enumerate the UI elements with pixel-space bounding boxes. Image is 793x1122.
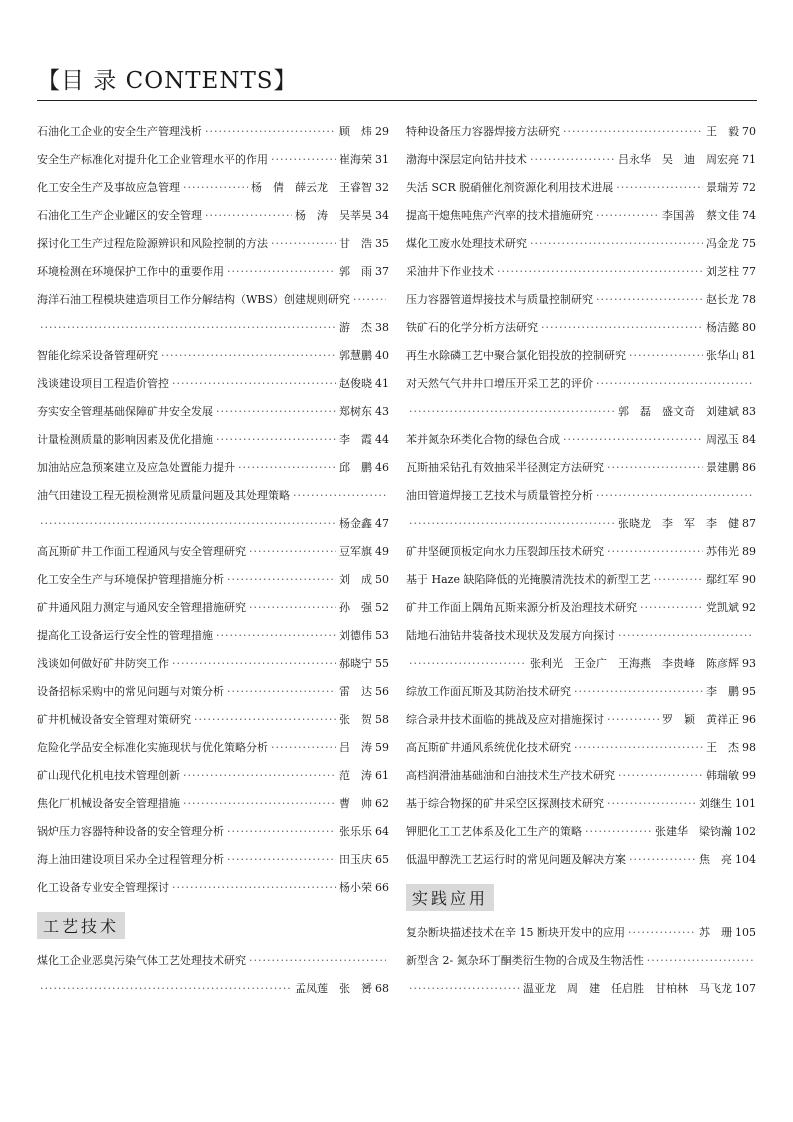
entry-title: 安全生产标准化对提升化工企业管理水平的作用 <box>37 153 268 166</box>
toc-entry[interactable] <box>37 258 389 286</box>
toc-entry[interactable] <box>406 706 756 734</box>
toc-entry[interactable] <box>37 622 389 650</box>
entry-author: 崔海荣 <box>339 153 372 166</box>
entry-page-number: 93 <box>742 657 756 670</box>
dot-leader <box>172 650 336 678</box>
entry-author: 游 杰 <box>339 321 372 334</box>
dot-leader <box>653 566 703 594</box>
entry-title: 探讨化工生产过程危险源辨识和风险控制的方法 <box>37 237 268 250</box>
entry-title: 浅谈如何做好矿井防突工作 <box>37 657 169 670</box>
toc-entry[interactable] <box>37 678 389 706</box>
entry-author: 景瑞芳 <box>706 181 739 194</box>
entry-author: 张利光 王金广 王海燕 李贵峰 陈彦辉 <box>530 657 739 670</box>
entry-title: 煤化工企业恶臭污染气体工艺处理技术研究 <box>37 954 246 967</box>
page-title: 【目 录 CONTENTS】 <box>37 68 298 94</box>
dot-leader <box>227 566 336 594</box>
entry-author: 田玉庆 <box>339 853 372 866</box>
dot-leader <box>216 622 336 650</box>
entry-page-number: 46 <box>375 461 389 474</box>
dot-leader <box>585 818 652 846</box>
entry-title: 浅谈建设项目工程造价管控 <box>37 377 169 390</box>
entry-page-number: 41 <box>375 377 389 390</box>
toc-right-column <box>406 118 756 1003</box>
toc-entry[interactable] <box>406 174 756 202</box>
toc-entry[interactable] <box>37 230 389 258</box>
entry-title: 海上油田建设项目采办全过程管理分析 <box>37 853 224 866</box>
toc-entry[interactable] <box>406 426 756 454</box>
dot-leader <box>216 426 336 454</box>
entry-title: 综放工作面瓦斯及其防治技术研究 <box>406 685 571 698</box>
entry-page-number: 75 <box>742 237 756 250</box>
dot-leader <box>216 398 336 426</box>
section-heading-row <box>37 902 389 947</box>
dot-leader <box>271 146 336 174</box>
entry-author: 赵长龙 <box>706 293 739 306</box>
dot-leader <box>172 370 336 398</box>
entry-page-number: 40 <box>375 349 389 362</box>
entry-page-number: 50 <box>375 573 389 586</box>
entry-page-number: 87 <box>742 517 756 530</box>
entry-page-number: 53 <box>375 629 389 642</box>
entry-page-number: 66 <box>375 881 389 894</box>
entry-author: 焦 亮 <box>699 853 732 866</box>
entry-author: 孟凤莲 张 赟 <box>295 982 372 995</box>
entry-title: 失活 SCR 脱硝催化剂资源化利用技术进展 <box>406 181 614 194</box>
entry-title: 海洋石油工程模块建造项目工作分解结构（WBS）创建规则研究 <box>37 293 350 306</box>
dot-leader <box>40 975 292 1003</box>
toc-entry[interactable] <box>37 454 389 482</box>
toc-entry[interactable] <box>37 818 389 846</box>
entry-author: 王 杰 <box>706 741 739 754</box>
dot-leader <box>574 734 703 762</box>
entry-author: 李国善 蔡文佳 <box>662 209 739 222</box>
entry-title: 新型含 2- 氮杂环丁酮类衍生物的合成及生物活性 <box>406 954 644 967</box>
entry-page-number: 77 <box>742 265 756 278</box>
entry-title: 特种设备压力容器焊接方法研究 <box>406 125 560 138</box>
dot-leader <box>574 678 703 706</box>
dot-leader <box>409 650 527 678</box>
toc-left-column <box>37 118 389 1003</box>
entry-title: 矿井机械设备安全管理对策研究 <box>37 713 191 726</box>
dot-leader <box>40 510 336 538</box>
entry-author: 吕永华 吴 迪 周宏亮 <box>618 153 739 166</box>
dot-leader <box>563 426 703 454</box>
entry-author: 郭慧鹏 <box>339 349 372 362</box>
toc-header <box>37 62 757 95</box>
entry-page-number: 34 <box>375 209 389 222</box>
entry-title: 矿井通风阻力测定与通风安全管理措施研究 <box>37 601 246 614</box>
entry-author: 邱 鹏 <box>339 461 372 474</box>
entry-title: 焦化厂机械设备安全管理措施 <box>37 797 180 810</box>
entry-page-number: 49 <box>375 545 389 558</box>
entry-page-number: 105 <box>735 926 756 939</box>
entry-title: 化工安全生产及事故应急管理 <box>37 181 180 194</box>
entry-author: 豆军旗 <box>339 545 372 558</box>
entry-author: 党凯斌 <box>706 601 739 614</box>
entry-author: 李 霞 <box>339 433 372 446</box>
dot-leader <box>183 790 336 818</box>
entry-page-number: 92 <box>742 601 756 614</box>
toc-entry[interactable] <box>37 286 389 342</box>
entry-author: 鄢红军 <box>706 573 739 586</box>
entry-author: 王 毅 <box>706 125 739 138</box>
entry-page-number: 90 <box>742 573 756 586</box>
entry-author: 李 鹏 <box>706 685 739 698</box>
entry-page-number: 102 <box>735 825 756 838</box>
dot-leader <box>607 538 703 566</box>
toc-entry[interactable] <box>406 678 756 706</box>
dot-leader <box>647 947 753 975</box>
toc-entry[interactable] <box>37 342 389 370</box>
entry-author: 刘德伟 <box>339 629 372 642</box>
dot-leader <box>293 482 386 510</box>
entry-page-number: 107 <box>735 982 756 995</box>
entry-page-number: 47 <box>375 517 389 530</box>
entry-page-number: 99 <box>742 769 756 782</box>
entry-page-number: 43 <box>375 405 389 418</box>
dot-leader <box>194 706 336 734</box>
entry-author: 张 贺 <box>339 713 372 726</box>
dot-leader <box>563 118 703 146</box>
entry-title: 对天然气气井井口增压开采工艺的评价 <box>406 377 593 390</box>
entry-author: 曹 帅 <box>339 797 372 810</box>
toc-entry[interactable] <box>406 258 756 286</box>
section-heading: 实践应用 <box>406 884 494 911</box>
entry-title: 煤化工废水处理技术研究 <box>406 237 527 250</box>
entry-title: 危险化学品安全标准化实施现状与优化策略分析 <box>37 741 268 754</box>
dot-leader <box>629 846 696 874</box>
entry-title: 基于综合物探的矿井采空区探测技术研究 <box>406 797 604 810</box>
toc-entry[interactable] <box>37 762 389 790</box>
header-rule <box>37 100 757 101</box>
toc-entry[interactable] <box>37 846 389 874</box>
toc-entry[interactable] <box>406 947 756 1003</box>
toc-entry[interactable] <box>406 538 756 566</box>
toc-entry[interactable] <box>37 594 389 622</box>
entry-author: 孙 强 <box>339 601 372 614</box>
entry-title: 石油化工企业的安全生产管理浅析 <box>37 125 202 138</box>
entry-page-number: 83 <box>742 405 756 418</box>
toc-entry[interactable] <box>37 706 389 734</box>
dot-leader <box>183 174 248 202</box>
entry-page-number: 64 <box>375 825 389 838</box>
entry-page-number: 80 <box>742 321 756 334</box>
toc-entry[interactable] <box>37 398 389 426</box>
entry-author: 杨洁懿 <box>706 321 739 334</box>
entry-title: 锅炉压力容器特种设备的安全管理分析 <box>37 825 224 838</box>
entry-page-number: 37 <box>375 265 389 278</box>
dot-leader <box>596 482 753 510</box>
toc-entry[interactable] <box>406 342 756 370</box>
entry-author: 吕 涛 <box>339 741 372 754</box>
dot-leader <box>205 202 292 230</box>
entry-title: 苯并氮杂环类化合物的绿色合成 <box>406 433 560 446</box>
entry-author: 罗 颖 黄祥正 <box>662 713 739 726</box>
entry-title: 压力容器管道焊接技术与质量控制研究 <box>406 293 593 306</box>
entry-page-number: 86 <box>742 461 756 474</box>
entry-author: 杨小荣 <box>339 881 372 894</box>
dot-leader <box>409 510 615 538</box>
entry-title: 设备招标采购中的常见问题与对策分析 <box>37 685 224 698</box>
toc-entry[interactable] <box>406 146 756 174</box>
entry-page-number: 72 <box>742 181 756 194</box>
section-heading: 工艺技术 <box>37 912 125 939</box>
entry-page-number: 62 <box>375 797 389 810</box>
entry-title: 夯实安全管理基础保障矿井安全发展 <box>37 405 213 418</box>
entry-author: 苏 珊 <box>699 926 732 939</box>
toc-entry[interactable] <box>37 874 389 902</box>
entry-author: 郭 雨 <box>339 265 372 278</box>
dot-leader <box>629 342 703 370</box>
dot-leader <box>205 118 336 146</box>
dot-leader <box>249 594 336 622</box>
toc-entry[interactable] <box>37 426 389 454</box>
dot-leader <box>271 734 336 762</box>
toc-entry[interactable] <box>406 762 756 790</box>
toc-entry[interactable] <box>406 118 756 146</box>
entry-author: 苏伟光 <box>706 545 739 558</box>
entry-title: 矿井工作面上隅角瓦斯来源分析及治理技术研究 <box>406 601 637 614</box>
entry-title: 加油站应急预案建立及应急处置能力提升 <box>37 461 235 474</box>
dot-leader <box>596 370 753 398</box>
entry-page-number: 95 <box>742 685 756 698</box>
dot-leader <box>409 975 520 1003</box>
entry-page-number: 31 <box>375 153 389 166</box>
entry-page-number: 78 <box>742 293 756 306</box>
toc-entry[interactable] <box>406 919 756 947</box>
dot-leader <box>530 146 615 174</box>
dot-leader <box>249 538 336 566</box>
entry-title: 提高干熄焦吨焦产汽率的技术措施研究 <box>406 209 593 222</box>
entry-title: 低温甲醇洗工艺运行时的常见问题及解决方案 <box>406 853 626 866</box>
entry-author: 范 涛 <box>339 769 372 782</box>
entry-title: 陆地石油钻井装备技术现状及发展方向探讨 <box>406 629 615 642</box>
entry-author: 赵俊晓 <box>339 377 372 390</box>
entry-page-number: 84 <box>742 433 756 446</box>
entry-page-number: 58 <box>375 713 389 726</box>
toc-entry[interactable] <box>37 146 389 174</box>
toc-entry[interactable] <box>406 790 756 818</box>
entry-author: 顾 炜 <box>339 125 372 138</box>
entry-author: 杨 倩 薛云龙 王睿智 <box>251 181 372 194</box>
toc-entry[interactable] <box>37 734 389 762</box>
toc-entry[interactable] <box>406 734 756 762</box>
entry-author: 刘继生 <box>699 797 732 810</box>
entry-page-number: 89 <box>742 545 756 558</box>
toc-entry[interactable] <box>406 818 756 846</box>
dot-leader <box>616 174 703 202</box>
entry-page-number: 71 <box>742 153 756 166</box>
entry-title: 高档润滑油基础油和白油技术生产技术研究 <box>406 769 615 782</box>
dot-leader <box>227 678 336 706</box>
entry-page-number: 56 <box>375 685 389 698</box>
entry-title: 渤海中深层定向钻井技术 <box>406 153 527 166</box>
entry-page-number: 52 <box>375 601 389 614</box>
entry-author: 杨 涛 吴莘昊 <box>295 209 372 222</box>
entry-author: 郭 磊 盛文奇 刘建斌 <box>618 405 739 418</box>
dot-leader <box>249 947 386 975</box>
entry-page-number: 44 <box>375 433 389 446</box>
entry-page-number: 55 <box>375 657 389 670</box>
dot-leader <box>161 342 336 370</box>
entry-page-number: 70 <box>742 125 756 138</box>
toc-entry[interactable] <box>406 314 756 342</box>
entry-title: 铁矿石的化学分析方法研究 <box>406 321 538 334</box>
toc-entry[interactable] <box>406 566 756 594</box>
dot-leader <box>618 622 753 650</box>
toc-entry[interactable] <box>37 566 389 594</box>
entry-title: 石油化工生产企业罐区的安全管理 <box>37 209 202 222</box>
entry-title: 复杂断块描述技术在辛 15 断块开发中的应用 <box>406 926 625 939</box>
toc-entry[interactable] <box>406 846 756 874</box>
entry-author: 杨金鑫 <box>339 517 372 530</box>
entry-title: 高瓦斯矿井工作面工程通风与安全管理研究 <box>37 545 246 558</box>
entry-page-number: 59 <box>375 741 389 754</box>
entry-page-number: 101 <box>735 797 756 810</box>
entry-author: 张乐乐 <box>339 825 372 838</box>
dot-leader <box>607 790 696 818</box>
entry-page-number: 81 <box>742 349 756 362</box>
dot-leader <box>172 874 336 902</box>
entry-title: 综合录井技术面临的挑战及应对措施探讨 <box>406 713 604 726</box>
entry-author: 周泓玉 <box>706 433 739 446</box>
entry-page-number: 98 <box>742 741 756 754</box>
dot-leader <box>541 314 703 342</box>
entry-author: 雷 达 <box>339 685 372 698</box>
entry-author: 张建华 梁钧瀚 <box>655 825 732 838</box>
toc-entry[interactable] <box>406 482 756 538</box>
entry-page-number: 29 <box>375 125 389 138</box>
entry-title: 再生水除磷工艺中聚合氯化铝投放的控制研究 <box>406 349 626 362</box>
entry-author: 温亚龙 周 建 任启胜 甘柏林 马飞龙 <box>523 982 732 995</box>
dot-leader <box>227 846 336 874</box>
entry-page-number: 68 <box>375 982 389 995</box>
dot-leader <box>271 230 336 258</box>
toc-entry[interactable] <box>406 370 756 426</box>
entry-author: 张晓龙 李 军 李 健 <box>618 517 739 530</box>
toc-entry[interactable] <box>406 230 756 258</box>
dot-leader <box>183 762 336 790</box>
entry-author: 郝晓宁 <box>339 657 372 670</box>
toc-entry[interactable] <box>37 790 389 818</box>
toc-entry[interactable] <box>406 594 756 622</box>
entry-title: 智能化综采设备管理研究 <box>37 349 158 362</box>
toc-entry[interactable] <box>37 538 389 566</box>
entry-author: 韩瑞敏 <box>706 769 739 782</box>
entry-page-number: 65 <box>375 853 389 866</box>
entry-page-number: 32 <box>375 181 389 194</box>
dot-leader <box>628 919 696 947</box>
entry-page-number: 38 <box>375 321 389 334</box>
toc-entry[interactable] <box>406 202 756 230</box>
entry-title: 计量检测质量的影响因素及优化措施 <box>37 433 213 446</box>
toc-entry[interactable] <box>37 202 389 230</box>
toc-entry[interactable] <box>37 947 389 1003</box>
dot-leader <box>596 202 659 230</box>
entry-title: 化工设备专业安全管理探讨 <box>37 881 169 894</box>
entry-title: 油田管道焊接工艺技术与质量管控分析 <box>406 489 593 502</box>
dot-leader <box>227 258 336 286</box>
dot-leader <box>497 258 703 286</box>
toc-entry[interactable] <box>37 650 389 678</box>
entry-title: 高瓦斯矿井通风系统优化技术研究 <box>406 741 571 754</box>
entry-page-number: 35 <box>375 237 389 250</box>
entry-author: 刘 成 <box>339 573 372 586</box>
toc-entry[interactable] <box>37 482 389 538</box>
dot-leader <box>530 230 703 258</box>
entry-author: 张华山 <box>706 349 739 362</box>
entry-title: 瓦斯抽采钻孔有效抽采半径测定方法研究 <box>406 461 604 474</box>
dot-leader <box>607 706 659 734</box>
dot-leader <box>409 398 615 426</box>
entry-title: 矿井坚硬顶板定向水力压裂卸压技术研究 <box>406 545 604 558</box>
entry-title: 矿山现代化机电技术管理创新 <box>37 769 180 782</box>
toc-entry[interactable] <box>37 370 389 398</box>
entry-page-number: 96 <box>742 713 756 726</box>
entry-page-number: 74 <box>742 209 756 222</box>
dot-leader <box>596 286 703 314</box>
entry-author: 景建鹏 <box>706 461 739 474</box>
toc-entry[interactable] <box>406 286 756 314</box>
entry-page-number: 104 <box>735 853 756 866</box>
dot-leader <box>227 818 336 846</box>
entry-page-number: 61 <box>375 769 389 782</box>
dot-leader <box>607 454 703 482</box>
dot-leader <box>353 286 386 314</box>
dot-leader <box>618 762 703 790</box>
toc-entry[interactable] <box>37 174 389 202</box>
entry-title: 油气田建设工程无损检测常见质量问题及其处理策略 <box>37 489 290 502</box>
entry-author: 郑树东 <box>339 405 372 418</box>
entry-author: 甘 浩 <box>339 237 372 250</box>
dot-leader <box>40 314 336 342</box>
entry-title: 提高化工设备运行安全性的管理措施 <box>37 629 213 642</box>
toc-entry[interactable] <box>406 622 756 678</box>
entry-author: 刘芝柱 <box>706 265 739 278</box>
toc-entry[interactable] <box>406 454 756 482</box>
dot-leader <box>238 454 336 482</box>
toc-entry[interactable] <box>37 118 389 146</box>
section-heading-row <box>406 874 756 919</box>
entry-title: 环境检测在环境保护工作中的重要作用 <box>37 265 224 278</box>
entry-title: 采油井下作业技术 <box>406 265 494 278</box>
entry-title: 化工安全生产与环境保护管理措施分析 <box>37 573 224 586</box>
entry-title: 基于 Haze 缺陷降低的光掩膜清洗技术的新型工艺 <box>406 573 651 586</box>
entry-title: 钾肥化工工艺体系及化工生产的策略 <box>406 825 582 838</box>
entry-author: 冯金龙 <box>706 237 739 250</box>
dot-leader <box>640 594 703 622</box>
